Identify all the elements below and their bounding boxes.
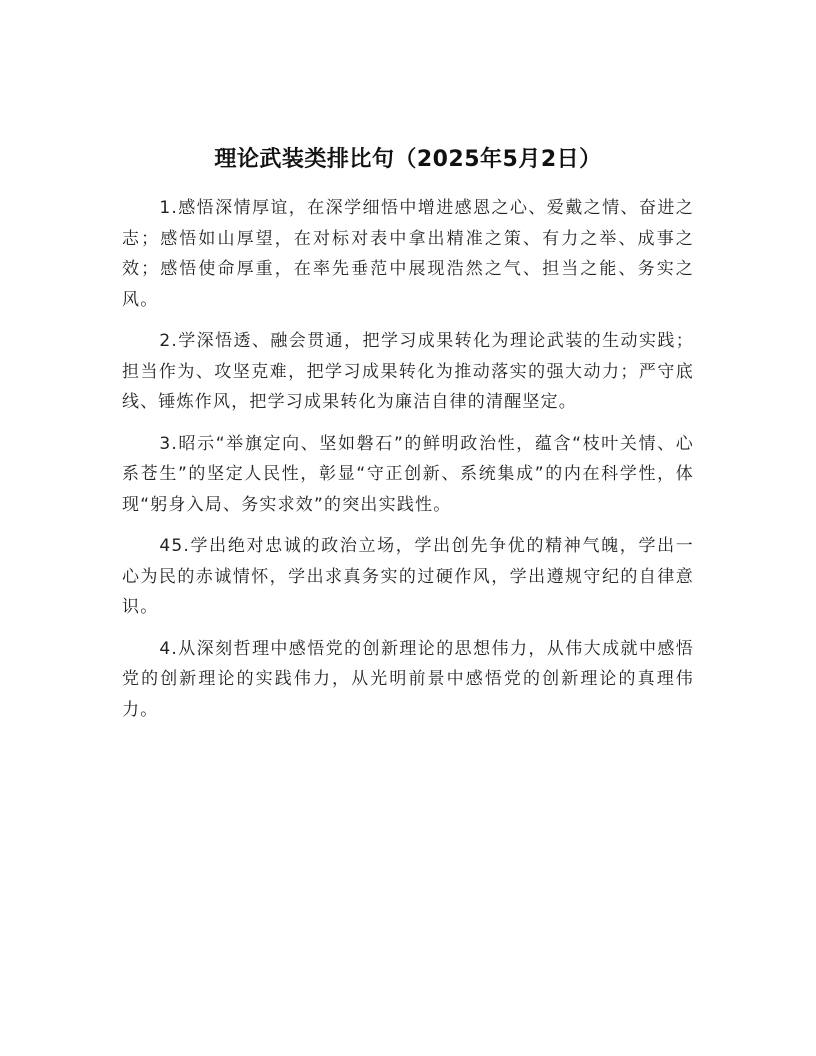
document-body (122, 193, 694, 736)
paragraph-1: 1.感悟深情厚谊，在深学细悟中增进感恩之心、爱戴之情、奋进之志；感悟如山厚望，在对标对表中拿出精准之策、有力之举、成事之效；感悟使命厚重，在率先垂范中展现浩然之气、担当之能、务实之风。 (122, 198, 694, 310)
paragraph-5: 4.从深刻哲理中感悟党的创新理论的思想伟力，从伟大成就中感悟党的创新理论的实践伟力，从光明前景中感悟党的创新理论的真理伟力。 (122, 638, 694, 720)
document-title: 理论武装类排比句（2025年5月2日） (214, 147, 602, 172)
paragraph-2: 2.学深悟透、融会贯通，把学习成果转化为理论武装的生动实践；担当作为、攻坚克难，把学习成果转化为推动落实的强大动力；严守底线、锤炼作风，把学习成果转化为廉洁自律的清醒坚定。 (122, 331, 694, 412)
paragraph-3: 3.昭示“举旗定向、坚如磐石”的鲜明政治性，蕴含“枝叶关情、心系苍生”的坚定人民性，彰显“守正创新、系统集成”的内在科学性，体现“躬身入局、务实求效”的突出实践性。 (122, 433, 694, 515)
paragraph-4: 45.学出绝对忠诚的政治立场，学出创先争优的精神气魄，学出一心为民的赤诚情怀，学出求真务实的过硬作风，学出遵规守纪的自律意识。 (122, 536, 694, 617)
